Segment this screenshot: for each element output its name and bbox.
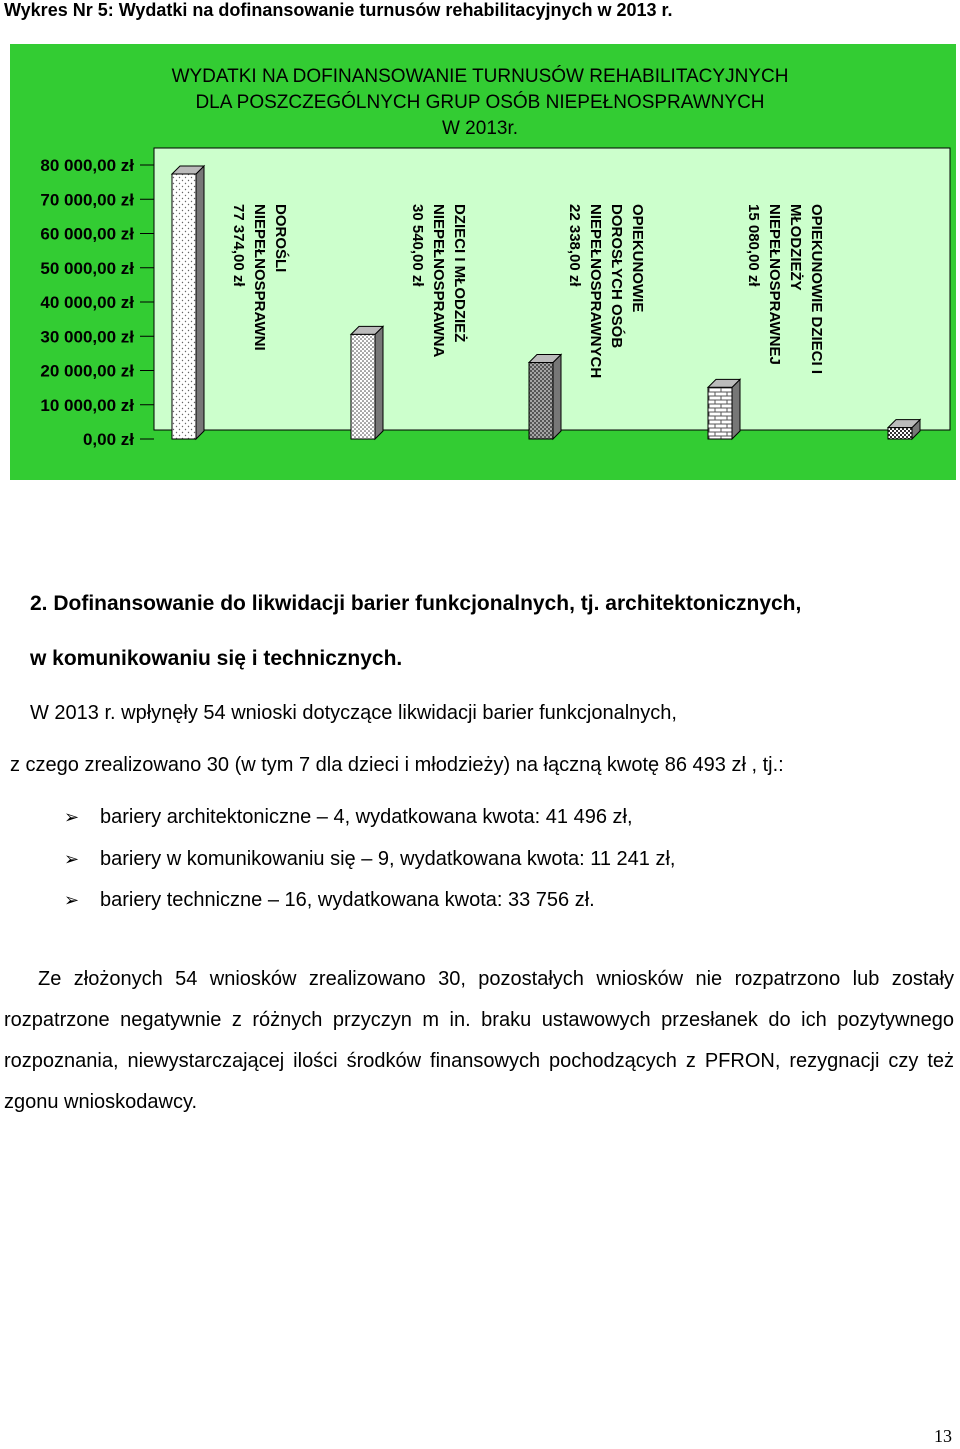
page-number: 13 xyxy=(934,1426,952,1446)
bar-category-label: MŁODZIEŻY xyxy=(787,204,804,291)
bar-value-label: 22 338,00 zł xyxy=(566,204,583,287)
bar-front xyxy=(351,334,375,439)
y-tick-label: 70 000,00 zł xyxy=(40,190,134,210)
bullet-item xyxy=(64,848,675,871)
bullet-text: bariery techniczne – 16, wydatkowana kwota: 33 756 zł. xyxy=(100,889,595,911)
bar-front xyxy=(529,362,553,439)
bar-chart xyxy=(10,44,956,480)
bullet-text: bariery architektoniczne – 4, wydatkowana kwota: 41 496 zł, xyxy=(100,806,633,828)
bar-category-label: DOROŚLI xyxy=(272,204,289,273)
bar-value-label: 30 540,00 zł xyxy=(409,204,426,287)
section-heading-line1: 2. Dofinansowanie do likwidacji barier funkcjonalnych, tj. architektonicznych, xyxy=(30,592,802,615)
y-tick-label: 10 000,00 zł xyxy=(40,395,134,415)
paragraph-1-line1: W 2013 r. wpłynęły 54 wnioski dotyczące likwidacji barier funkcjonalnych, xyxy=(30,702,677,724)
bar-category-label: NIEPEŁNOSPRAWNA xyxy=(430,204,447,358)
bar-value-label: 77 374,00 zł xyxy=(230,204,247,287)
bar-side xyxy=(732,379,740,439)
bar-value-label: 15 080,00 zł xyxy=(745,204,762,287)
paragraph-1-line2: z czego zrealizowano 30 (w tym 7 dla dzieci i młodzieży) na łączną kwotę 86 493 zł , tj.: xyxy=(10,754,784,776)
y-tick-label: 30 000,00 zł xyxy=(40,327,134,347)
paragraph-2: Ze złożonych 54 wniosków zrealizowano 30, pozostałych wniosków nie rozpatrzono lub zostały rozpatrzone negatywnie z różnych przyczyn m in. braku ustawowych przesłanek do ich pozytywnego rozpoznania, niewystarczającej ilości środków finansowych pochodzących z PFRON, rezygnacji czy też zgonu wnioskodawcy. xyxy=(4,968,954,1113)
bullet-text: bariery w komunikowaniu się – 9, wydatkowana kwota: 11 241 zł, xyxy=(100,848,676,870)
bullet-item xyxy=(64,806,633,829)
y-tick-label: 40 000,00 zł xyxy=(40,293,134,312)
bar-front xyxy=(708,387,732,439)
y-tick-label: 20 000,00 zł xyxy=(40,361,134,381)
bar-category-label: NIEPEŁNOSPRAWNYCH xyxy=(587,204,604,379)
bar-side xyxy=(375,326,383,439)
chart-title-line: WYDATKI NA DOFINANSOWANIE TURNUSÓW REHABILITACYJNYCH xyxy=(171,66,789,87)
arrow-bullet-icon: ➢ xyxy=(64,807,80,827)
bar-category-label: DOROSŁYCH OSÓB xyxy=(608,204,625,349)
bullet-item xyxy=(64,889,595,912)
bar-category-label: NIEPEŁNOSPRAWNEJ xyxy=(766,204,783,365)
bar xyxy=(172,166,204,439)
bar-front xyxy=(888,428,912,439)
y-tick-label: 0,00 zł xyxy=(82,430,134,449)
section-heading-line2: w komunikowaniu się i technicznych. xyxy=(30,647,403,670)
bar xyxy=(529,354,561,439)
bar-category-label: OPIEKUNOWIE xyxy=(629,204,646,313)
y-tick-label: 50 000,00 zł xyxy=(40,258,134,278)
bar xyxy=(351,326,383,439)
bar-category-label: DZIECI I MŁODZIEŻ xyxy=(451,204,468,343)
chart-title-line: DLA POSZCZEGÓLNYCH GRUP OSÓB NIEPEŁNOSPRAWNYCH xyxy=(195,92,765,113)
y-tick-label: 60 000,00 zł xyxy=(40,224,134,244)
bar-side xyxy=(196,166,204,439)
arrow-bullet-icon: ➢ xyxy=(64,849,80,869)
bar-front xyxy=(172,174,196,439)
chart-title-line: W 2013r. xyxy=(441,118,519,139)
bar-side xyxy=(553,354,561,439)
bar xyxy=(888,420,920,439)
y-tick-label: 80 000,00 zł xyxy=(40,156,134,175)
bar-category-label: OPIEKUNOWIE DZIECI I xyxy=(808,204,825,375)
chart-caption: Wykres Nr 5: Wydatki na dofinansowanie turnusów rehabilitacyjnych w 2013 r. xyxy=(4,0,673,20)
arrow-bullet-icon: ➢ xyxy=(64,890,80,910)
bar-category-label: NIEPEŁNOSPRAWNI xyxy=(251,204,268,351)
chart-container xyxy=(10,44,956,480)
bar xyxy=(708,379,740,439)
